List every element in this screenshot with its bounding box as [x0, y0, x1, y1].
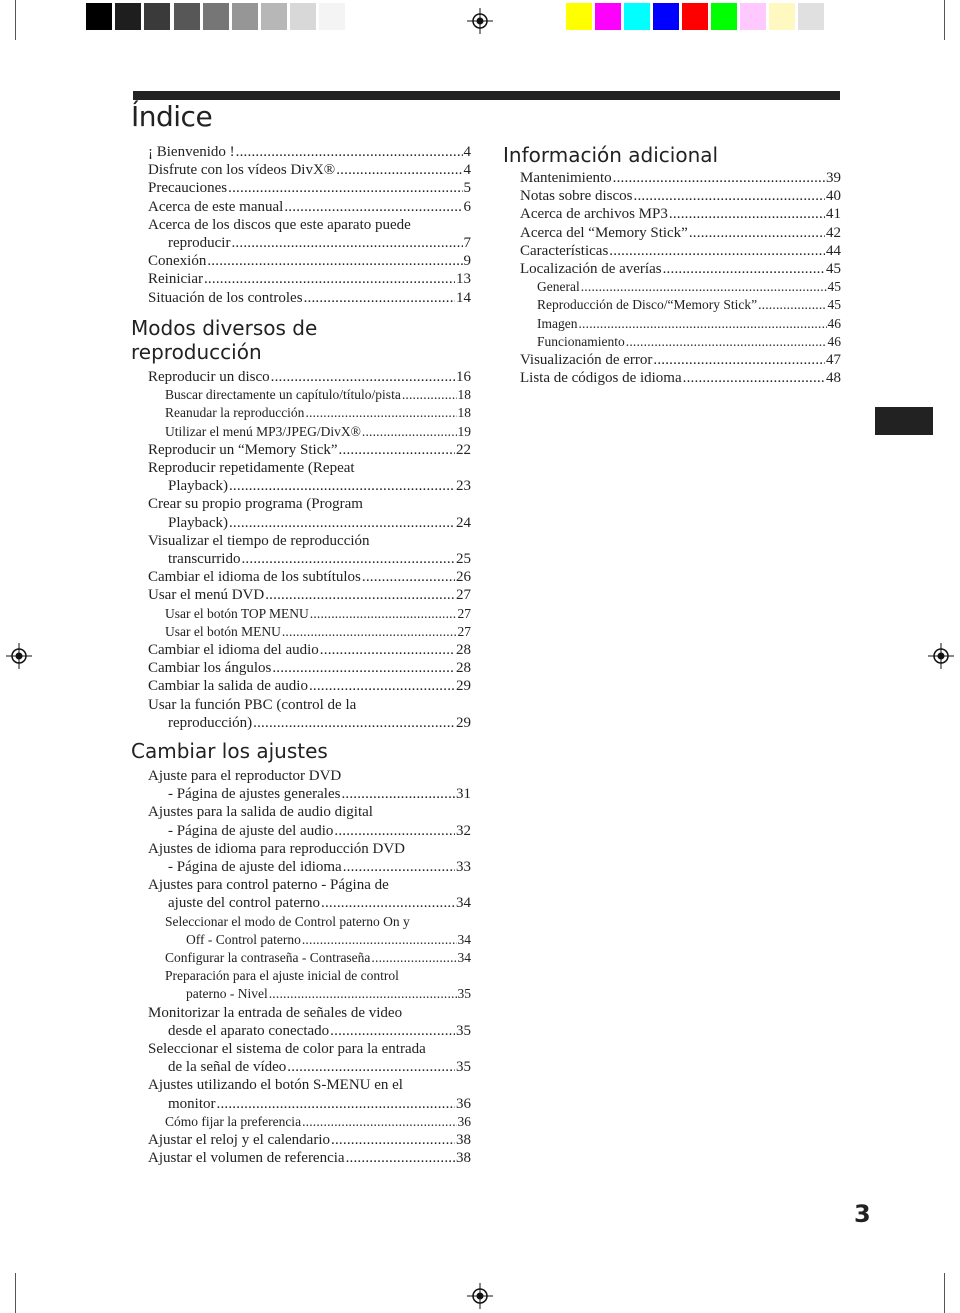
toc-entry: [503, 169, 841, 187]
entry-title: Cambiar el idioma de los subtítulos: [148, 569, 361, 586]
dot-leader: [343, 858, 455, 876]
entry-title: Acerca del “Memory Stick”: [520, 224, 688, 241]
entry-page-number: 27: [456, 587, 471, 604]
entry-title: Off - Control paterno: [186, 931, 301, 947]
entry-title: Usar el botón TOP MENU: [165, 605, 309, 621]
toc-subentry: [131, 386, 471, 404]
entry-page-number: 7: [463, 235, 471, 252]
entry-title: - Página de ajustes generales: [168, 786, 341, 803]
gray-swatch: [203, 3, 229, 30]
toc-subentry: [503, 278, 841, 296]
dot-leader: [284, 198, 462, 216]
gray-swatch: [115, 3, 141, 30]
entry-page-number: 44: [826, 242, 841, 259]
color-swatch: [682, 3, 708, 30]
toc-subentry: [131, 1113, 471, 1131]
toc-entry-text: Preparación para el ajuste inicial de control: [165, 968, 399, 984]
entry-title: reproducción): [168, 714, 253, 731]
entry-title: Localización de averías: [520, 261, 662, 278]
entry-page-number: 36: [456, 1095, 471, 1112]
toc-entry: [131, 1095, 471, 1113]
entry-page-number: 14: [456, 289, 471, 306]
entry-title: ¡ Bienvenido !: [148, 144, 235, 160]
crop-mark: [944, 1273, 945, 1313]
dot-leader: [229, 477, 455, 495]
toc-subentry: [503, 296, 841, 314]
toc-entry: [503, 187, 841, 205]
section-heading: Información adicional: [503, 143, 719, 167]
dot-leader: [269, 985, 457, 1003]
toc-subentry: [131, 423, 471, 441]
toc-entry-text: Visualizar el tiempo de reproducción: [148, 532, 370, 549]
entry-page-number: 13: [456, 271, 471, 288]
entry-title: Configurar la contraseña - Contraseña: [165, 950, 371, 966]
toc-subentry: [131, 949, 471, 967]
dot-leader: [241, 550, 455, 568]
color-swatch: [740, 3, 766, 30]
color-swatch: [769, 3, 795, 30]
entry-title: monitor: [168, 1095, 216, 1112]
gray-swatch: [290, 3, 316, 30]
toc-entry: [503, 351, 841, 369]
toc-entry: [131, 641, 471, 659]
entry-page-number: 4: [463, 162, 471, 179]
entry-page-number: 35: [456, 1059, 471, 1076]
entry-title: Disfrute con los vídeos DivX®: [148, 162, 336, 179]
entry-page-number: 6: [463, 198, 471, 215]
dot-leader: [683, 369, 825, 387]
entry-page-number: 28: [456, 660, 471, 677]
entry-page-number: 29: [456, 714, 471, 731]
entry-page-number: 27: [457, 605, 471, 621]
dot-leader: [302, 1113, 456, 1131]
entry-title: - Página de ajuste del audio: [168, 822, 334, 839]
entry-page-number: 33: [456, 859, 471, 876]
entry-title: Acerca de este manual: [148, 198, 284, 215]
dot-leader: [331, 1131, 455, 1149]
entry-page-number: 32: [456, 822, 471, 839]
entry-page-number: 45: [827, 297, 841, 313]
entry-page-number: 45: [826, 261, 841, 278]
registration-mark-icon: [467, 1283, 493, 1309]
dot-leader: [334, 822, 455, 840]
entry-title: Cambiar los ángulos: [148, 660, 272, 677]
dot-leader: [362, 423, 457, 441]
dot-leader: [310, 605, 457, 623]
entry-page-number: 34: [456, 895, 471, 912]
toc-entry: [131, 568, 471, 586]
toc-entry: [503, 260, 841, 278]
gray-swatch: [144, 3, 170, 30]
toc-entry-text: Acerca de los discos que este aparato puede: [148, 216, 411, 233]
entry-title: Ajustar el volumen de referencia: [148, 1150, 345, 1167]
entry-title: Utilizar el menú MP3/JPEG/DivX®: [165, 423, 361, 439]
entry-page-number: 46: [827, 333, 841, 349]
registration-mark-icon: [928, 643, 954, 669]
toc-entry-text: Ajustes para la salida de audio digital: [148, 804, 373, 821]
entry-title: Cómo fijar la preferencia: [165, 1113, 302, 1129]
dot-leader: [204, 270, 455, 288]
color-swatch: [566, 3, 592, 30]
toc-subentry: [131, 985, 471, 1003]
entry-page-number: 35: [457, 986, 471, 1002]
entry-title: Imagen: [537, 315, 578, 331]
toc-entry: [131, 1058, 471, 1076]
entry-title: ajuste del control paterno: [168, 895, 321, 912]
entry-title: Situación de los controles: [148, 289, 303, 306]
dot-leader: [341, 785, 455, 803]
entry-title: Cambiar el idioma del audio: [148, 642, 319, 659]
entry-title: Acerca de archivos MP3: [520, 206, 668, 223]
toc-entry-text: Ajustes utilizando el botón S-MENU en el: [148, 1077, 403, 1094]
dot-leader: [321, 894, 455, 912]
entry-page-number: 34: [457, 950, 471, 966]
toc-subentry: [131, 623, 471, 641]
toc-subentry: [131, 931, 471, 949]
toc-entry: [131, 714, 471, 732]
dot-leader: [207, 252, 462, 270]
entry-page-number: 39: [826, 170, 841, 186]
entry-page-number: 5: [463, 180, 471, 197]
toc-entry: [131, 1022, 471, 1040]
entry-title: Funcionamiento: [537, 333, 625, 349]
dot-leader: [309, 677, 455, 695]
toc-entry: [131, 270, 471, 288]
toc-entry-text: Ajustes de idioma para reproducción DVD: [148, 840, 406, 857]
dot-leader: [330, 1022, 455, 1040]
dot-leader: [231, 234, 462, 252]
entry-page-number: 28: [456, 642, 471, 659]
entry-page-number: 48: [826, 370, 841, 387]
toc-entry: [131, 179, 471, 197]
dot-leader: [287, 1058, 455, 1076]
dot-leader: [271, 368, 455, 386]
entry-title: Reiniciar: [148, 271, 203, 288]
dot-leader: [265, 586, 455, 604]
toc-entry: [131, 252, 471, 270]
gray-swatch: [319, 3, 345, 30]
dot-leader: [402, 386, 457, 404]
toc-entry: [131, 441, 471, 459]
toc-entry: [131, 477, 471, 495]
gray-swatch: [86, 3, 112, 30]
entry-title: Precauciones: [148, 180, 228, 197]
dot-leader: [758, 296, 826, 314]
toc-subentry: [503, 315, 841, 333]
crop-mark: [15, 1273, 16, 1313]
dot-leader: [362, 568, 455, 586]
dot-leader: [689, 224, 825, 242]
toc-entry-text: Seleccionar el modo de Control paterno On y: [165, 913, 410, 929]
toc-section: [131, 739, 471, 1167]
entry-page-number: 25: [456, 551, 471, 568]
toc-entry-text: Ajustes para control paterno - Página de: [148, 877, 389, 894]
toc-entry: [503, 242, 841, 260]
dot-leader: [336, 161, 462, 179]
toc-entry-text: Crear su propio programa (Program: [148, 496, 363, 513]
dot-leader: [282, 623, 457, 641]
entry-page-number: 16: [456, 369, 471, 385]
toc-entry: [131, 894, 471, 912]
entry-title: desde el aparato conectado: [168, 1022, 330, 1039]
color-swatch: [624, 3, 650, 30]
page-title: Índice: [131, 100, 213, 133]
dot-leader: [346, 1149, 455, 1167]
toc-entry: [131, 586, 471, 604]
dot-leader: [320, 641, 455, 659]
toc-entry: [131, 822, 471, 840]
entry-page-number: 42: [826, 224, 841, 241]
section-heading: Modos diversos de reproducción: [131, 316, 318, 364]
entry-title: - Página de ajuste del idioma: [168, 859, 342, 876]
entry-page-number: 4: [463, 144, 471, 160]
entry-title: transcurrido: [168, 551, 241, 568]
section-heading: Cambiar los ajustes: [131, 739, 328, 763]
entry-page-number: 24: [456, 514, 471, 531]
entry-page-number: 19: [457, 423, 471, 439]
entry-title: Notas sobre discos: [520, 188, 633, 205]
toc-entry: [131, 514, 471, 532]
toc-entry: [131, 550, 471, 568]
entry-page-number: 29: [456, 678, 471, 695]
toc-entry-text: Usar la función PBC (control de la: [148, 696, 357, 713]
entry-title: Reanudar la reproducción: [165, 405, 305, 421]
entry-page-number: 35: [456, 1022, 471, 1039]
dot-leader: [229, 514, 455, 532]
crop-mark: [15, 0, 16, 40]
entry-title: Reproducción de Disco/“Memory Stick”: [537, 297, 758, 313]
entry-page-number: 23: [456, 478, 471, 495]
entry-page-number: 38: [456, 1150, 471, 1167]
toc-entry: [503, 205, 841, 223]
dot-leader: [634, 187, 826, 205]
dot-leader: [228, 179, 462, 197]
toc-entry-text: Monitorizar la entrada de señales de video: [148, 1004, 403, 1021]
toc-entry: [131, 677, 471, 695]
entry-page-number: 9: [463, 253, 471, 270]
entry-page-number: 36: [457, 1113, 471, 1129]
entry-page-number: 27: [457, 623, 471, 639]
entry-title: Playback): [168, 514, 228, 531]
toc-entry: [131, 785, 471, 803]
page-number: 3: [854, 1200, 871, 1228]
entry-title: Conexión: [148, 253, 207, 270]
dot-leader: [217, 1095, 456, 1113]
entry-title: Reproducir un “Memory Stick”: [148, 441, 338, 458]
color-swatch: [711, 3, 737, 30]
dot-leader: [272, 659, 455, 677]
gray-swatch: [174, 3, 200, 30]
toc-entry: [131, 161, 471, 179]
dot-leader: [613, 169, 825, 187]
toc-entry: [131, 858, 471, 876]
toc-section: [131, 143, 471, 307]
toc-entry: [131, 1131, 471, 1149]
entry-page-number: 47: [826, 352, 841, 369]
toc-subentry: [131, 404, 471, 422]
gray-swatch: [232, 3, 258, 30]
toc-entry: [503, 369, 841, 387]
color-swatch: [798, 3, 824, 30]
entry-title: Reproducir un disco: [148, 369, 270, 385]
entry-title: reproducir: [168, 235, 231, 252]
dot-leader: [305, 404, 456, 422]
toc-entry: [503, 224, 841, 242]
registration-mark-icon: [467, 8, 493, 34]
entry-title: paterno - Nivel: [186, 986, 268, 1002]
registration-mark-icon: [6, 643, 32, 669]
dot-leader: [581, 278, 827, 296]
toc-section: [131, 316, 471, 732]
entry-page-number: 26: [456, 569, 471, 586]
toc-entry-text: Ajuste para el reproductor DVD: [148, 768, 342, 784]
gray-swatch: [261, 3, 287, 30]
toc-section: [503, 143, 841, 387]
toc-entry: [131, 368, 471, 386]
entry-page-number: 22: [456, 441, 471, 458]
dot-leader: [663, 260, 825, 278]
crop-mark: [944, 0, 945, 40]
entry-page-number: 46: [827, 315, 841, 331]
entry-title: Buscar directamente un capítulo/título/pista: [165, 387, 401, 403]
entry-title: Características: [520, 242, 609, 259]
dot-leader: [236, 143, 463, 161]
toc-entry: [131, 659, 471, 677]
entry-title: Lista de códigos de idioma: [520, 370, 682, 387]
entry-title: General: [537, 279, 580, 295]
entry-title: Visualización de error: [520, 352, 653, 369]
dot-leader: [609, 242, 825, 260]
entry-title: Mantenimiento: [520, 170, 612, 186]
color-swatch: [595, 3, 621, 30]
dot-leader: [626, 333, 827, 351]
toc-entry-text: Seleccionar el sistema de color para la entrada: [148, 1041, 426, 1058]
entry-page-number: 41: [826, 206, 841, 223]
entry-title: de la señal de vídeo: [168, 1059, 287, 1076]
entry-title: Cambiar la salida de audio: [148, 678, 308, 695]
color-swatch: [653, 3, 679, 30]
toc-entry: [131, 234, 471, 252]
dot-leader: [578, 315, 826, 333]
toc-entry-text: Reproducir repetidamente (Repeat: [148, 460, 355, 477]
entry-page-number: 31: [456, 786, 471, 803]
dot-leader: [669, 205, 825, 223]
toc-entry: [131, 198, 471, 216]
toc-entry: [131, 143, 471, 161]
dot-leader: [339, 441, 455, 459]
header-rule: [133, 91, 840, 100]
dot-leader: [253, 714, 455, 732]
entry-page-number: 45: [827, 279, 841, 295]
entry-page-number: 40: [826, 188, 841, 205]
entry-page-number: 34: [457, 931, 471, 947]
entry-title: Usar el botón MENU: [165, 623, 281, 639]
toc-subentry: [131, 605, 471, 623]
toc-entry: [131, 289, 471, 307]
entry-title: Ajustar el reloj y el calendario: [148, 1132, 331, 1149]
dot-leader: [371, 949, 456, 967]
dot-leader: [304, 289, 455, 307]
entry-page-number: 38: [456, 1132, 471, 1149]
entry-page-number: 18: [457, 387, 471, 403]
entry-title: Playback): [168, 478, 228, 495]
toc-entry: [131, 1149, 471, 1167]
entry-title: Usar el menú DVD: [148, 587, 265, 604]
dot-leader: [653, 351, 825, 369]
section-tab-marker: [875, 407, 933, 435]
dot-leader: [302, 931, 457, 949]
toc-subentry: [503, 333, 841, 351]
entry-page-number: 18: [457, 405, 471, 421]
